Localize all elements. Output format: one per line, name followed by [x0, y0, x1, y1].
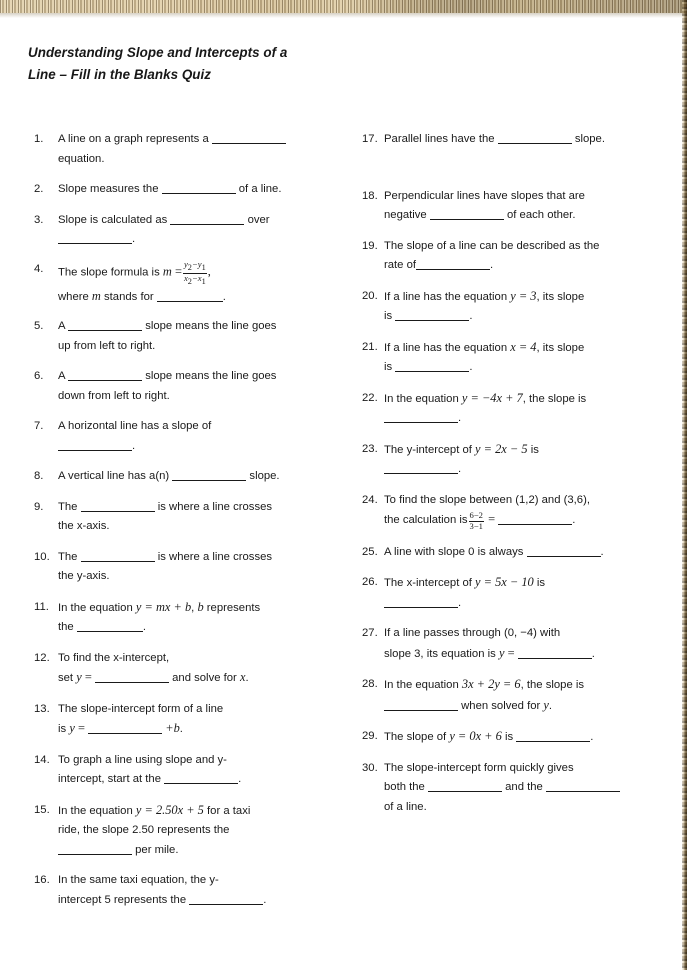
answer-blank[interactable]	[58, 439, 132, 451]
text-fragment: , the slope is	[520, 679, 585, 692]
answer-blank[interactable]	[384, 699, 458, 711]
text-fragment: The y-intercept of	[384, 443, 472, 456]
question-text	[384, 187, 672, 226]
question-text	[58, 180, 334, 200]
question-item-22	[362, 389, 672, 429]
text-fragment: .	[132, 439, 136, 452]
text-fragment: is where a line crosses	[157, 550, 273, 563]
slope-formula-fraction	[183, 260, 207, 287]
question-item-9	[34, 498, 334, 537]
question-text	[384, 543, 672, 563]
text-fragment: ride, the slope 2.50 represents the	[58, 824, 230, 837]
answer-blank[interactable]	[546, 780, 620, 792]
text-fragment: of each other.	[507, 209, 576, 221]
answer-blank[interactable]	[384, 596, 458, 608]
question-number: 20.	[362, 289, 378, 302]
text-fragment: .	[245, 672, 249, 685]
math-term: +b	[165, 721, 180, 736]
text-fragment: set	[58, 672, 74, 685]
text-fragment: ,	[191, 601, 195, 614]
question-item-12	[34, 649, 334, 689]
question-text	[384, 727, 672, 748]
question-text	[58, 417, 334, 456]
text-fragment: .	[548, 699, 553, 712]
answer-blank[interactable]	[68, 319, 142, 331]
math-variable-m: m	[91, 288, 101, 303]
text-fragment: .	[458, 596, 462, 609]
text-fragment: .	[590, 731, 594, 744]
question-item-4	[34, 260, 334, 308]
text-fragment: is	[384, 310, 393, 322]
questions-column-left	[34, 130, 334, 921]
text-fragment: slope means the line goes	[145, 370, 277, 383]
page-title	[28, 42, 358, 86]
text-fragment: The	[58, 550, 78, 563]
text-fragment: To find the x-intercept,	[58, 651, 170, 664]
question-number: 23.	[362, 442, 378, 455]
question-number: 12.	[34, 651, 50, 664]
question-item-19	[362, 237, 672, 276]
math-comma: ,	[207, 264, 211, 279]
question-item-29	[362, 727, 672, 748]
question-number: 1.	[34, 133, 44, 145]
text-fragment: .	[591, 647, 595, 660]
question-number: 13.	[34, 702, 50, 715]
question-text	[58, 598, 334, 638]
text-fragment: .	[469, 310, 473, 322]
text-fragment: slope 3, its equation is	[384, 647, 496, 660]
math-equation: y = −4x + 7	[461, 390, 523, 405]
math-equation: y = 2x − 5	[475, 441, 528, 456]
text-fragment: A horizontal line has a slope of	[58, 420, 212, 433]
question-number: 11.	[34, 600, 49, 613]
text-fragment: the y-axis.	[58, 570, 110, 583]
text-fragment: of a line.	[384, 800, 427, 813]
question-text	[58, 467, 334, 487]
answer-blank[interactable]	[95, 671, 169, 683]
math-variable-y: y	[543, 697, 549, 712]
text-fragment: where	[58, 290, 89, 303]
question-item-6	[34, 367, 334, 406]
answer-blank[interactable]	[58, 232, 132, 244]
text-fragment: is	[536, 577, 546, 590]
math-equation: x = 4	[510, 339, 537, 354]
question-item-17	[362, 130, 672, 150]
text-fragment: and solve for	[172, 672, 237, 685]
math-variable-m: m	[162, 264, 172, 279]
question-item-23	[362, 440, 672, 480]
question-item-5	[34, 317, 334, 356]
question-text	[58, 871, 334, 910]
question-text	[58, 498, 334, 537]
answer-blank[interactable]	[498, 132, 572, 144]
text-fragment: intercept, start at the	[58, 773, 161, 786]
answer-blank[interactable]	[68, 369, 142, 381]
math-equation: y = 0x + 6	[449, 729, 502, 744]
question-text	[58, 260, 334, 308]
text-fragment: , the slope is	[522, 392, 587, 405]
text-fragment: slope.	[249, 470, 280, 483]
text-fragment: is	[384, 361, 393, 373]
text-fragment: , its slope	[536, 290, 585, 303]
question-item-20	[362, 287, 672, 327]
text-fragment: down from left to right.	[58, 389, 170, 402]
text-fragment: Slope is calculated as	[58, 213, 168, 226]
question-number: 25.	[362, 545, 378, 558]
text-fragment: per mile.	[135, 843, 179, 856]
text-fragment: .	[469, 361, 473, 373]
math-variable-b: b	[197, 599, 204, 614]
text-fragment: The x-intercept of	[384, 577, 472, 590]
text-fragment: The slope-intercept form quickly gives	[384, 761, 574, 774]
text-fragment: both the	[384, 781, 425, 794]
fraction-numerator: 6−2	[469, 510, 483, 521]
math-variable-y: y	[498, 645, 505, 660]
question-item-24	[362, 491, 672, 531]
text-fragment: , its slope	[536, 341, 585, 354]
question-number: 14.	[34, 753, 50, 766]
question-text	[58, 801, 334, 861]
questions-column-right	[362, 130, 672, 828]
fraction-denominator: 3−1	[469, 521, 483, 531]
page-title-line-1: Understanding Slope and Intercepts of a	[28, 45, 288, 60]
fraction-numerator: y2−y1	[183, 260, 207, 274]
answer-blank[interactable]	[498, 513, 572, 525]
text-fragment: The	[58, 500, 78, 513]
question-text	[384, 675, 672, 716]
question-number: 18.	[362, 189, 378, 202]
question-text	[58, 130, 334, 169]
text-fragment: If a line has the equation	[384, 341, 508, 354]
text-fragment: the	[58, 621, 74, 634]
question-text	[384, 130, 672, 150]
math-equation: y = 3	[510, 288, 537, 303]
text-fragment: A	[58, 370, 65, 383]
text-fragment: In the same taxi equation, the y-	[58, 874, 219, 887]
text-fragment: .	[222, 290, 226, 303]
scan-edge-top-shadow	[0, 13, 687, 18]
question-number: 2.	[34, 183, 44, 195]
text-fragment: Perpendicular lines have slopes that are	[384, 189, 585, 202]
math-equals: =	[488, 512, 496, 526]
question-text	[58, 751, 334, 790]
question-number: 4.	[34, 262, 44, 275]
question-number: 30.	[362, 761, 378, 774]
question-item-1	[34, 130, 334, 169]
question-number: 17.	[362, 133, 378, 145]
question-number: 19.	[362, 239, 378, 252]
question-number: 24.	[362, 493, 378, 506]
text-fragment: The slope of	[384, 731, 447, 744]
answer-blank[interactable]	[189, 893, 263, 905]
answer-blank[interactable]	[527, 545, 601, 557]
question-number: 6.	[34, 370, 44, 383]
answer-blank[interactable]	[58, 843, 132, 855]
answer-blank[interactable]	[212, 132, 286, 144]
answer-blank[interactable]	[157, 290, 223, 302]
question-text	[58, 548, 334, 587]
text-fragment: .	[458, 463, 462, 475]
question-number: 5.	[34, 320, 44, 333]
text-fragment: slope.	[574, 133, 605, 145]
text-fragment: To find the slope between (1,2) and (3,6),	[384, 493, 590, 506]
question-item-2	[34, 180, 334, 200]
answer-blank[interactable]	[170, 213, 244, 225]
text-fragment: The slope of a line can be described as the	[384, 239, 600, 252]
question-item-16	[34, 871, 334, 910]
fraction-denominator: x2−x1	[183, 273, 206, 287]
text-fragment: is	[530, 443, 539, 456]
question-item-14	[34, 751, 334, 790]
question-number: 22.	[362, 391, 378, 404]
question-text	[58, 317, 334, 356]
question-item-25	[362, 543, 672, 563]
text-fragment: Parallel lines have the	[384, 133, 495, 145]
question-text	[58, 700, 334, 740]
text-fragment: is where a line crosses	[157, 500, 273, 513]
text-fragment: .	[263, 893, 267, 906]
text-fragment: .	[458, 412, 462, 424]
text-fragment: The slope formula is	[58, 266, 160, 279]
text-fragment: is	[58, 723, 67, 736]
question-text	[58, 211, 334, 250]
text-fragment: and the	[505, 781, 543, 794]
text-fragment: A line on a graph represents a	[58, 133, 209, 145]
text-fragment: up from left to right.	[58, 339, 156, 352]
question-text	[384, 440, 672, 480]
text-fragment: for a taxi	[207, 804, 251, 817]
question-item-18	[362, 187, 672, 226]
text-fragment: over	[247, 213, 270, 226]
question-number: 9.	[34, 500, 44, 513]
text-fragment: If a line passes through (0, −4) with	[384, 627, 561, 640]
answer-blank[interactable]	[81, 550, 155, 562]
question-number: 10.	[34, 550, 50, 563]
question-item-7	[34, 417, 334, 456]
math-variable-x: x	[239, 670, 246, 685]
math-equals: =	[507, 645, 515, 660]
question-number: 21.	[362, 340, 378, 353]
question-text	[384, 491, 672, 531]
answer-blank[interactable]	[384, 462, 458, 474]
answer-blank[interactable]	[395, 309, 469, 321]
answer-blank[interactable]	[81, 500, 155, 512]
text-fragment: the x-axis.	[58, 520, 110, 533]
answer-blank[interactable]	[395, 360, 469, 372]
math-equation: y = 5x − 10	[475, 575, 534, 590]
answer-blank[interactable]	[77, 620, 143, 632]
answer-blank[interactable]	[88, 722, 162, 734]
question-item-21	[362, 338, 672, 378]
text-fragment: .	[600, 545, 604, 558]
text-fragment: In the equation	[384, 392, 459, 405]
text-fragment: represents	[206, 601, 261, 614]
text-fragment: A	[58, 320, 65, 333]
question-number: 7.	[34, 420, 44, 433]
text-fragment: In the equation	[384, 679, 459, 692]
text-fragment: A vertical line has a(n)	[58, 470, 170, 483]
question-item-30	[362, 759, 672, 818]
text-fragment: .	[132, 233, 136, 245]
question-item-13	[34, 700, 334, 740]
question-number: 28.	[362, 678, 378, 691]
question-text	[384, 573, 672, 613]
question-number: 15.	[34, 803, 50, 816]
question-item-8	[34, 467, 334, 487]
answer-blank[interactable]	[428, 780, 502, 792]
text-fragment: .	[238, 773, 242, 786]
question-text	[58, 649, 334, 689]
math-variable-y: y	[76, 670, 82, 685]
text-fragment: of a line.	[238, 183, 282, 195]
text-fragment: The slope-intercept form of a line	[58, 702, 224, 715]
question-item-26	[362, 573, 672, 613]
question-text	[384, 624, 672, 664]
text-fragment: .	[179, 723, 183, 736]
question-number: 8.	[34, 470, 44, 483]
math-equals: =	[174, 264, 182, 279]
question-number: 16.	[34, 874, 50, 887]
question-number: 27.	[362, 627, 378, 640]
question-item-15	[34, 801, 334, 861]
text-fragment: is	[504, 731, 514, 744]
answer-blank[interactable]	[384, 411, 458, 423]
text-fragment: A line with slope 0 is always	[384, 545, 524, 558]
question-text	[384, 338, 672, 378]
question-number: 3.	[34, 213, 44, 226]
question-text	[58, 367, 334, 406]
question-number: 26.	[362, 576, 378, 589]
answer-blank[interactable]	[162, 182, 236, 194]
text-fragment: intercept 5 represents the	[58, 893, 187, 906]
text-fragment: .	[572, 514, 576, 526]
math-equation: 3x + 2y = 6	[461, 677, 521, 692]
question-text	[384, 287, 672, 327]
text-fragment: Slope measures the	[58, 183, 159, 195]
answer-blank[interactable]	[164, 772, 238, 784]
question-item-10	[34, 548, 334, 587]
text-fragment: If a line has the equation	[384, 290, 508, 303]
scan-edge-top-grain	[0, 0, 687, 13]
text-fragment: equation.	[58, 152, 105, 165]
text-fragment: In the equation	[58, 804, 133, 817]
text-fragment: .	[142, 621, 146, 634]
text-fragment: .	[490, 259, 494, 271]
text-fragment: rate of	[384, 259, 417, 271]
answer-blank[interactable]	[516, 730, 590, 742]
scan-edge-right-grain	[682, 0, 687, 970]
question-number: 29.	[362, 730, 378, 743]
slope-calculation-fraction	[469, 511, 484, 531]
question-text	[384, 389, 672, 429]
page-title-line-2: Line – Fill in the Blanks Quiz	[28, 67, 212, 82]
answer-blank[interactable]	[518, 647, 592, 659]
question-item-27	[362, 624, 672, 664]
question-item-11	[34, 598, 334, 638]
math-equation: y = mx + b	[135, 599, 192, 614]
text-fragment: stands for	[104, 290, 154, 303]
math-equals: =	[84, 670, 92, 685]
math-equals: =	[77, 721, 85, 736]
text-fragment: In the equation	[58, 601, 133, 614]
answer-blank[interactable]	[172, 469, 246, 481]
math-variable-y: y	[69, 721, 75, 736]
answer-blank[interactable]	[416, 258, 490, 270]
answer-blank[interactable]	[430, 208, 504, 220]
text-fragment: negative	[384, 209, 427, 221]
question-item-28	[362, 675, 672, 716]
text-fragment: the calculation is	[384, 514, 468, 526]
question-text	[384, 759, 672, 818]
text-fragment: To graph a line using slope and y-	[58, 753, 227, 766]
question-text	[384, 237, 672, 276]
text-fragment: slope means the line goes	[145, 320, 277, 333]
question-item-3	[34, 211, 334, 250]
math-equation: y = 2.50x + 5	[135, 802, 204, 817]
text-fragment: when solved for	[461, 699, 541, 712]
